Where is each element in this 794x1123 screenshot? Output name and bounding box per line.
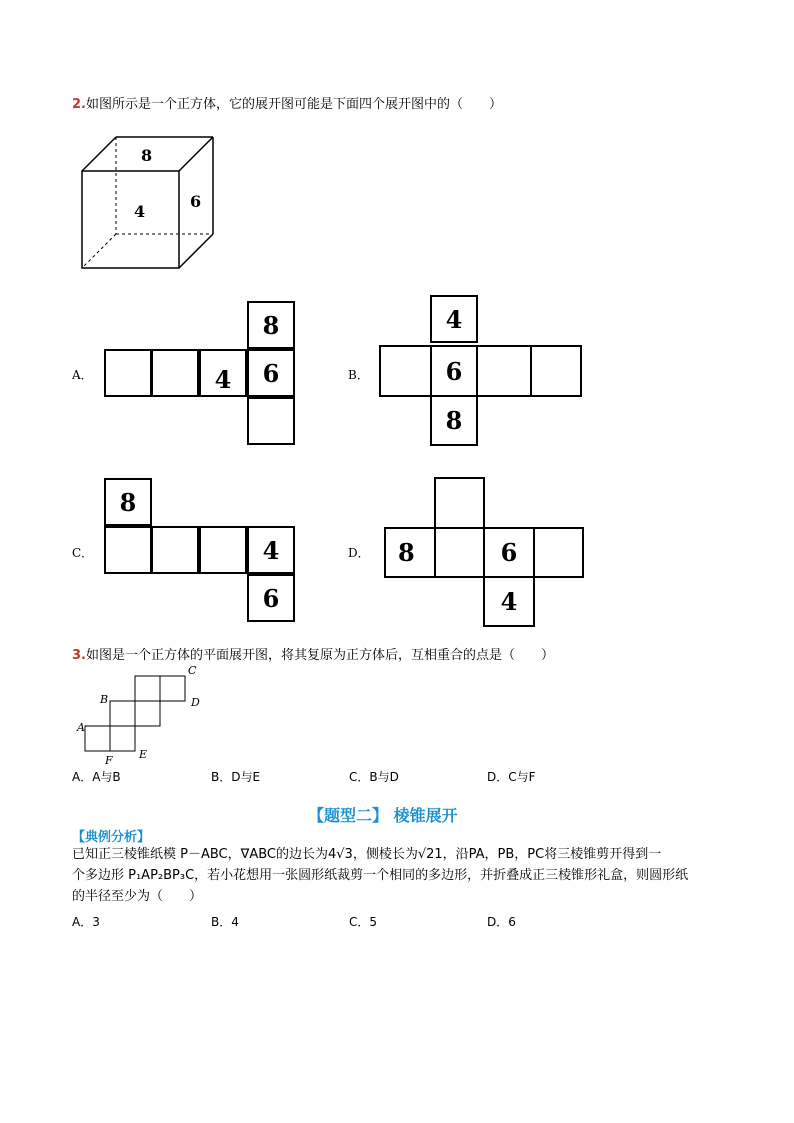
point-f-label: F (105, 754, 113, 767)
net-c-cell: 6 (247, 574, 295, 622)
point-d-label: D (191, 696, 200, 709)
question-3-stem: 如图是一个正方体的平面展开图，将其复原为正方体后，互相重合的点是（ ） (85, 648, 554, 663)
section-title: 【题型二】 棱锥展开 (308, 806, 458, 825)
question-2-text (72, 97, 502, 113)
option-a-label: A． (72, 368, 93, 382)
net-d-cell: 4 (483, 576, 535, 627)
question-2-number: 2. (72, 97, 86, 112)
net-b-cell (530, 345, 582, 397)
example-answer-a: A．3 (72, 915, 100, 929)
example-answer-b: B．4 (211, 915, 239, 929)
net-a-cell (104, 349, 152, 397)
question-3-number: 3. (72, 648, 86, 663)
net-d-cell: 6 (483, 527, 535, 578)
net-c-cell: 8 (104, 478, 152, 526)
point-a-label: A (77, 721, 85, 734)
net-d-cell: 8 (384, 527, 436, 578)
cube-right-label: 6 (190, 192, 202, 211)
q3-answer-b: B．D与E (211, 770, 261, 784)
net-c-cell (199, 526, 247, 574)
net-b-cell: 6 (430, 345, 478, 397)
example-answer-c: C．5 (349, 915, 378, 929)
net-a-cell: 4 (199, 349, 247, 397)
net-b-cell (476, 345, 532, 397)
q3-answer-d: D．C与F (487, 770, 536, 784)
example-line-3: 的半径至少为（ ） (72, 889, 203, 904)
example-label: 【典例分析】 (72, 830, 151, 845)
net-a-cell (151, 349, 199, 397)
cube-top-label: 8 (141, 146, 153, 165)
point-b-label: B (100, 693, 109, 706)
net-b-cell (379, 345, 432, 397)
example-line-2: 个多边形 P₁AP₂BP₃C，若小花想用一张圆形纸裁剪一个相同的多边形，并折叠成正三棱锥形礼盒，则圆形纸 (72, 868, 689, 883)
net-b-cell: 4 (430, 295, 478, 343)
net-a-cell: 8 (247, 301, 295, 349)
option-c-label: C． (72, 546, 94, 560)
option-d-label: D． (348, 546, 370, 560)
cube-front-label: 4 (134, 202, 146, 221)
net-d-cell (434, 477, 485, 529)
net-d-cell (434, 527, 485, 578)
question-3-text (72, 648, 554, 664)
q3-answer-a: A．A与B (72, 770, 121, 784)
q3-answer-c: C．B与D (349, 770, 399, 784)
net-d-cell (533, 527, 584, 578)
cube-figure (78, 130, 223, 272)
option-b-label: B． (348, 368, 369, 382)
net-b-cell: 8 (430, 395, 478, 446)
net-a-cell: 6 (247, 349, 295, 397)
question-2-stem: 如图所示是一个正方体，它的展开图可能是下面四个展开图中的（ ） (85, 97, 502, 112)
point-c-label: C (188, 664, 197, 677)
net-c-cell (151, 526, 199, 574)
point-e-label: E (139, 748, 148, 761)
net-a-cell (247, 397, 295, 445)
net-c-cell: 4 (247, 526, 295, 574)
q3-net-figure (70, 664, 210, 768)
net-c-cell (104, 526, 152, 574)
example-line-1: 已知正三棱锥纸模 P－ABC，∇ABC的边长为4√3，侧棱长为√21，沿PA，PB，PC将三棱锥剪开得到一 (72, 847, 662, 862)
example-answer-d: D．6 (487, 915, 516, 929)
